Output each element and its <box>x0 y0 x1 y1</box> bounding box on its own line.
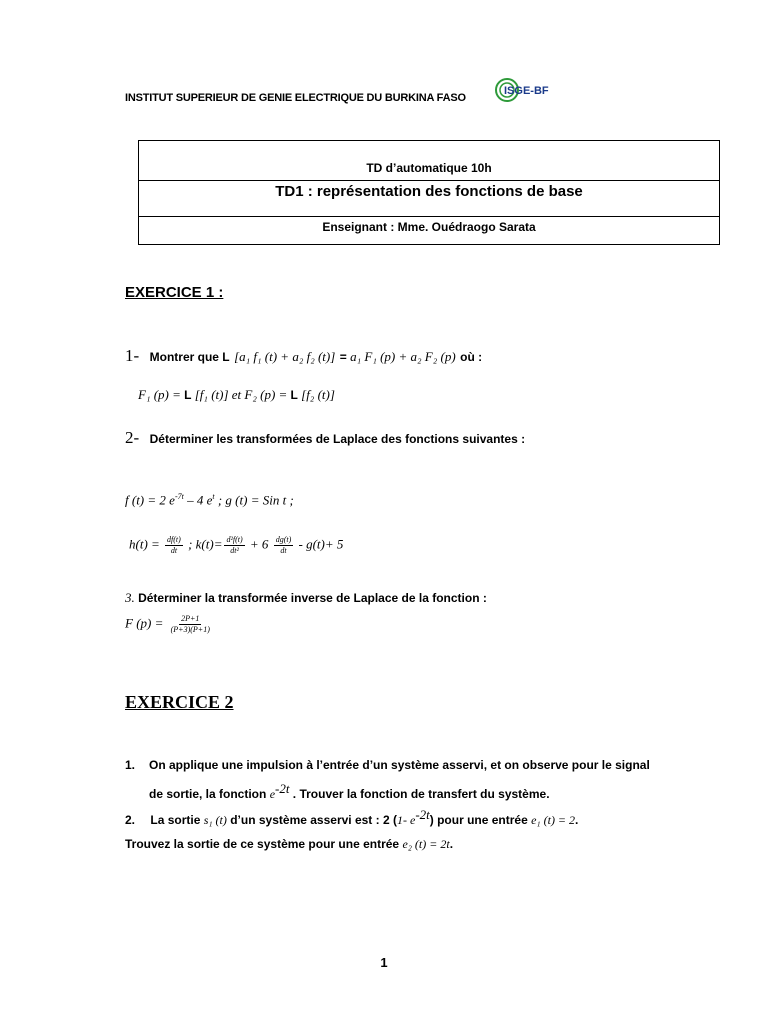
isge-logo <box>494 72 564 108</box>
ex2-q2-number: 2. <box>125 813 136 827</box>
def-L1: L <box>184 388 192 402</box>
q1-number: 1- <box>125 346 140 365</box>
function-F: F (p) = $\frac{2P+1}{(P+3)(P+1)}$ <box>125 614 210 634</box>
logo-text: ISGE-BF <box>504 85 549 97</box>
course-label: TD d’automatique 10h <box>366 161 492 175</box>
ex2-q1-text: On applique une impulsion à l’entrée d’un système asservi, et on observe pour le signal <box>149 758 650 772</box>
q2-number: 2- <box>125 428 140 447</box>
q1-rhs: a₁ F₁ (p) + a₂ F₂ (p) <box>350 349 456 364</box>
def-F2: [f₁ (t)] et F₂ (p) = <box>191 387 291 402</box>
header-box <box>138 140 720 245</box>
td-title: TD1 : représentation des fonctions de base <box>275 183 583 200</box>
q1-eq: = <box>339 350 351 364</box>
ex1-q1-definitions <box>138 386 335 404</box>
exercice-1-title: EXERCICE 1 : <box>125 284 224 301</box>
def-f2: [f₂ (t)] <box>297 387 335 402</box>
ex1-q1 <box>125 346 482 366</box>
ex2-q2: 2. La sortie s₁ (t) d’un système asservi est : 2 (1- $e^{-2t}$) pour une entrée e₁ (t) = 2. <box>125 807 579 827</box>
frac-d2f-dt2: $\frac{\text{d²f(t)}}{\text{dt²}}$ <box>226 535 243 555</box>
q2-text: Déterminer les transformées de Laplace des fonctions suivantes : <box>149 432 526 446</box>
frac-dg-dt: $\frac{dg(t)}{dt}$ <box>275 535 292 555</box>
ex2-q3: Trouvez la sortie de ce système pour une entrée e₂ (t) = 2t. <box>125 837 454 851</box>
institute-name: INSTITUT SUPERIEUR DE GENIE ELECTRIQUE DU BURKINA FASO <box>125 92 466 104</box>
frac-df-dt: $\frac{df(t)}{dt}$ <box>167 535 181 555</box>
function-f-g: f (t) = 2 $e^{-7t} - 4$ $e^t$ ; g (t) = Sin t ; <box>125 492 294 508</box>
q3-text: Déterminer la transformée inverse de Laplace de la fonction : <box>134 591 487 605</box>
exercice-2-title: EXERCICE 2 <box>125 692 234 712</box>
def-F1: F₁ (p) = <box>138 387 185 402</box>
ex1-q3 <box>125 589 487 607</box>
q3-number: 3. <box>125 590 135 605</box>
ex2-q1-number: 1. <box>125 758 136 772</box>
teacher-label: Enseignant : Mme. Ouédraogo Sarata <box>322 220 536 234</box>
q1-where: où : <box>460 350 483 364</box>
ex2-q1-line1 <box>125 758 650 772</box>
function-h-k: h(t) = $\frac{df(t)}{dt}$ ; k(t)= $\frac{\text{d²f(t)}}{\text{dt²}}$ + 6 $\frac{dg(t)}{dt}$ - g(t)+ 5 <box>129 535 344 555</box>
frac-F: $\frac{2P+1}{(P+3)(P+1)}$ <box>170 614 210 634</box>
ex2-q1-line2: de sortie, la fonction $e^{-2t}$ . Trouver la fonction de transfert du système. <box>149 781 550 801</box>
q1-text: Montrer que L <box>149 350 230 364</box>
q1-lhs: [a₁ f₁ (t) + a₂ f₂ (t)] <box>234 349 336 364</box>
logo-graphic <box>494 72 564 108</box>
ex1-q2 <box>125 428 525 448</box>
def-L2: L <box>290 388 298 402</box>
page-number: 1 <box>380 955 388 970</box>
